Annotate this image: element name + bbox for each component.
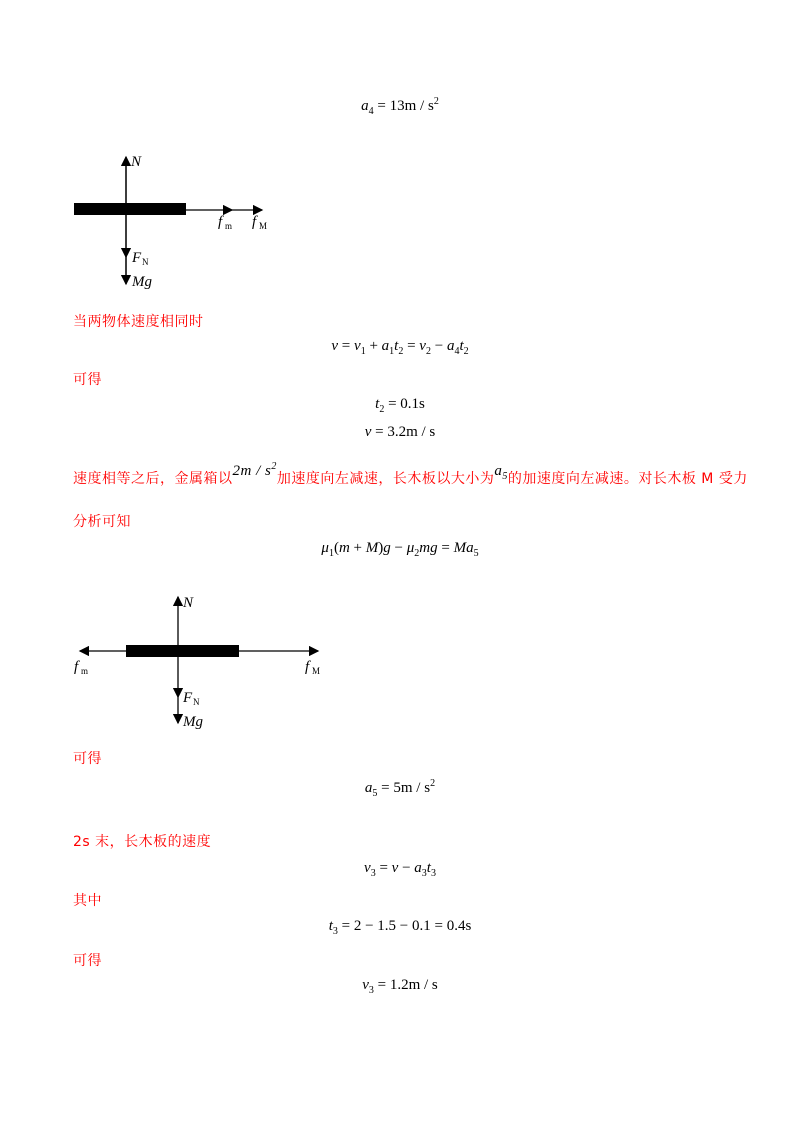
inline-accel-symbol: $a_5$ — [494, 463, 508, 482]
label-fM-2: f — [305, 659, 310, 675]
equation-t2: $t_2 = 0.1s$ — [375, 396, 425, 415]
label-FN-2: F — [183, 690, 193, 706]
text-result-3: 可得 — [73, 953, 102, 969]
equation-a5: $a_5 = 5m / s^2$ — [364, 778, 436, 799]
equation-v3: $v_3 = 1.2m / s$ — [362, 977, 438, 996]
label-fm-sub-1: m — [225, 221, 233, 231]
label-Mg-1: Mg — [132, 274, 152, 290]
text-result-2: 可得 — [73, 751, 102, 767]
label-fm-1: f — [218, 214, 223, 230]
equation-v3-expr: $v_3 = v - a_3t_3$ — [364, 860, 436, 879]
label-fM-sub-1: M — [259, 221, 268, 231]
label-FN-sub-2: N — [193, 697, 200, 707]
text-analysis: 分析可知 — [73, 514, 131, 530]
board-rect-2 — [126, 645, 239, 657]
text-board-speed-2s: 2s 末，长木板的速度 — [73, 834, 212, 850]
label-N-2: N — [183, 595, 194, 611]
text-after-equal-part3: 的加速度向左减速。对长木板 M 受力 — [507, 471, 748, 487]
label-FN-1: F — [132, 250, 142, 266]
equation-t3: $t_3 = 2 - 1.5 - 0.1 = 0.4s$ — [328, 918, 472, 937]
text-result-1: 可得 — [73, 372, 102, 388]
text-when-equal: 当两物体速度相同时 — [73, 314, 204, 330]
label-fm-2: f — [74, 659, 79, 675]
text-after-equal-part1: 速度相等之后，金属箱以 — [73, 471, 233, 487]
free-body-diagram-1 — [0, 0, 800, 300]
text-after-equal-part2: 加速度向左减速，长木板以大小为 — [276, 471, 495, 487]
free-body-diagram-2 — [0, 585, 800, 745]
label-Mg-2: Mg — [183, 714, 203, 730]
label-fM-1: f — [252, 214, 257, 230]
equation-v: v = 3.2m / s — [364, 424, 436, 440]
label-fm-sub-2: m — [81, 666, 89, 676]
board-rect-1 — [74, 203, 186, 215]
label-fM-sub-2: M — [312, 666, 321, 676]
inline-accel-value: $2m / s^2$ — [232, 461, 277, 479]
text-where: 其中 — [73, 893, 102, 909]
text-after-equal — [73, 461, 748, 490]
equation-a4: $a_4 = 13m / s^2$ — [361, 96, 439, 117]
equation-v-equal: $v = v_1 + a_1t_2 = v_2 - a_4t_2$ — [331, 338, 469, 357]
equation-force-balance: $\mu_1(m + M)g - \mu_2mg = Ma_5$ — [321, 540, 479, 559]
label-FN-sub-1: N — [142, 257, 149, 267]
label-N-1: N — [131, 154, 142, 170]
